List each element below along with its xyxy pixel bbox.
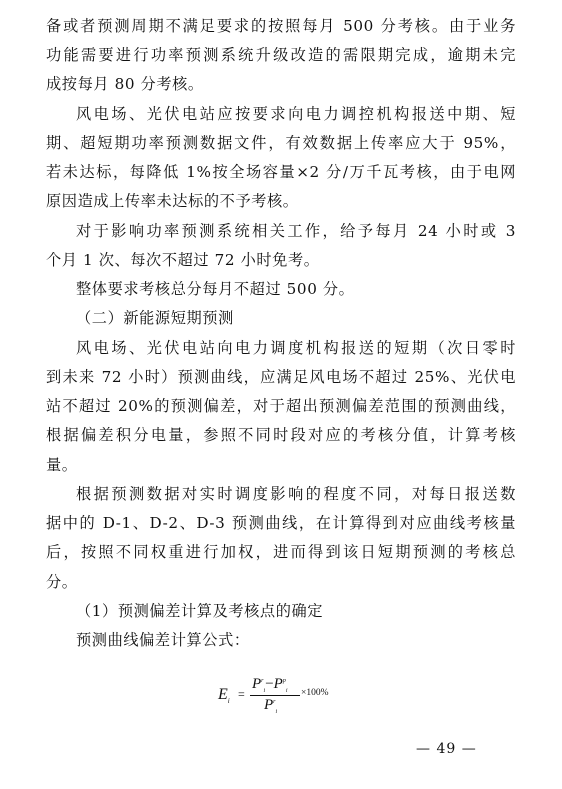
subsection-heading: （1）预测偏差计算及考核点的确定: [76, 602, 324, 620]
formula-fraction-bar: [250, 695, 300, 696]
text-line: 根据偏差积分电量，参照不同时段对应的考核分值，计算考核: [46, 426, 516, 444]
formula-numerator: $P^r_i-P^p_i$: [252, 676, 288, 694]
text-line: 站不超过 20%的预测偏差，对于超出预测偏差范围的预测曲线，: [46, 397, 516, 415]
text-line: 对于影响功率预测系统相关工作，给予每月 24 小时或 3: [76, 222, 516, 240]
formula-lhs: $E_i$: [218, 686, 230, 706]
text-line: 后，按照不同权重进行加权，进而得到该日短期预测的考核总: [46, 543, 516, 561]
section-heading: （二）新能源短期预测: [76, 309, 234, 327]
text-line: 风电场、光伏电站向电力调度机构报送的短期（次日零时: [76, 339, 516, 357]
formula-equals: =: [238, 687, 245, 701]
text-line: 整体要求考核总分每月不超过 500 分。: [76, 280, 355, 298]
text-line: 原因造成上传率未达标的不予考核。: [46, 192, 299, 210]
text-line: 备或者预测周期不满足要求的按照每月 500 分考核。由于业务: [46, 17, 516, 35]
text-line: 根据预测数据对实时调度影响的程度不同，对每日报送数: [76, 485, 516, 503]
formula-denominator: $P^r_i$: [264, 697, 278, 715]
text-line: 分。: [46, 573, 78, 591]
text-line: 据中的 D-1、D-2、D-3 预测曲线，在计算得到对应曲线考核量: [46, 514, 516, 532]
text-line: 到未来 72 小时）预测曲线，应满足风电场不超过 25%、光伏电: [46, 368, 516, 386]
formula-percent-factor: ×100%: [301, 688, 329, 698]
text-line: 功能需要进行功率预测系统升级改造的需限期完成，逾期未完: [46, 46, 516, 64]
text-line: 成按每月 80 分考核。: [46, 75, 204, 93]
formula-label: 预测曲线偏差计算公式：: [76, 631, 250, 649]
text-line: 个月 1 次、每次不超过 72 小时免考。: [46, 251, 320, 269]
text-line: 风电场、光伏电站应按要求向电力调控机构报送中期、短: [76, 105, 516, 123]
text-line: 量。: [46, 456, 78, 474]
text-line: 若未达标，每降低 1%按全场容量×2 分/万千瓦考核，由于电网: [46, 163, 516, 181]
page-number: — 49 —: [416, 741, 477, 757]
text-line: 期、超短期功率预测数据文件，有效数据上传率应大于 95%，: [46, 134, 516, 152]
